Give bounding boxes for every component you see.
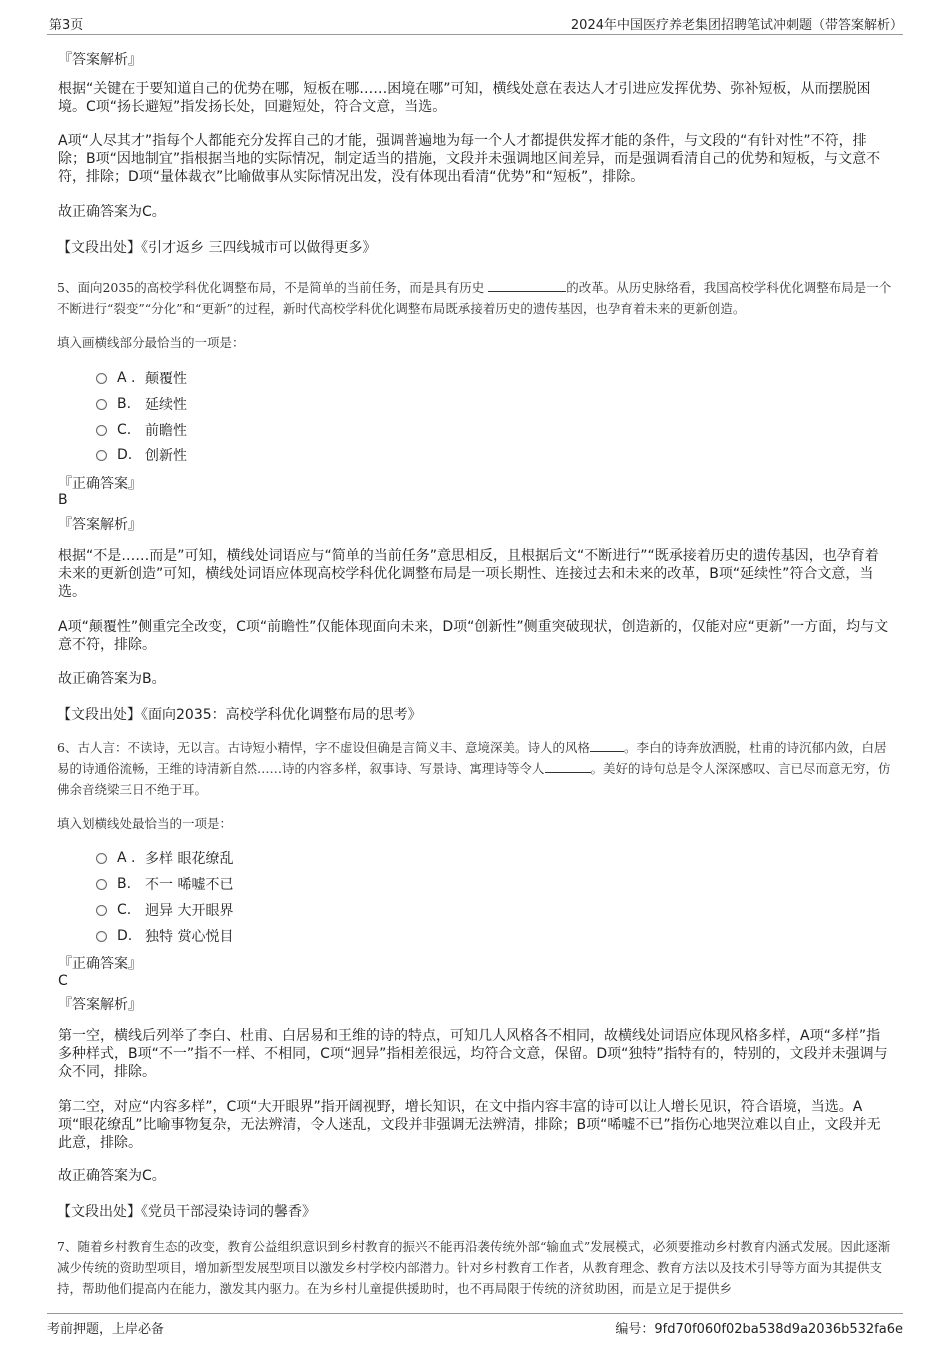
page-number: 第3页 xyxy=(49,18,84,33)
q4-analysis-p1: 根据“关键在于要知道自己的优势在哪，短板在哪……困境在哪”可知，横线处意在表达人才引进应发挥优势、弥补短板，从而摆脱困境。C项“扬长避短”指发扬长处，回避短处，符合文意，当选。 xyxy=(58,81,871,115)
radio-icon[interactable] xyxy=(96,905,107,916)
q5-analysis-p1: 根据“不是……而是”可知，横线处词语应与“简单的当前任务”意思相反，且根据后文“不断进行”“既承接着历史的遗传基因，也孕育着未来的更新创造”可知，横线处词语应体现高校学科优化调整布局是一项长期性、连接过去和未来的改革，B项“延续性”符合文意，当选。 xyxy=(58,548,879,600)
q5-analysis-p2: A项“颠覆性”侧重完全改变，C项“前瞻性”仅能体现面向未来，D项“创新性”侧重突破现状，创造新的，仅能对应“更新”一方面，均与文意不符，排除。 xyxy=(58,619,889,653)
option-letter: D. xyxy=(117,928,133,944)
option-letter: C. xyxy=(117,422,132,438)
page-footer xyxy=(47,1313,903,1340)
option-letter: A . xyxy=(117,370,136,386)
option-text: 迥异 大开眼界 xyxy=(145,903,234,919)
radio-icon[interactable] xyxy=(96,399,107,410)
correct-answer-label: 『正确答案』 xyxy=(58,476,142,492)
q6-option-c[interactable] xyxy=(96,900,233,920)
q6-stem-part1: 6、古人言：不读诗，无以言。古诗短小精悍，字不虚设但确是言简义丰、意境深美。诗人的风格 xyxy=(57,740,590,755)
q5-stem-part1: 5、面向2035的高校学科优化调整布局，不是简单的当前任务，而是具有历史 xyxy=(57,280,489,295)
q5-blank xyxy=(488,278,566,292)
option-letter: A . xyxy=(117,850,136,866)
document-title: 2024年中国医疗养老集团招聘笔试冲刺题（带答案解析） xyxy=(570,18,903,33)
footer-slogan: 考前押题，上岸必备 xyxy=(47,1322,165,1337)
option-letter: D. xyxy=(117,447,133,463)
option-text: 多样 眼花缭乱 xyxy=(145,851,234,867)
option-text: 颠覆性 xyxy=(145,371,187,387)
q5-conclusion: 故正确答案为B。 xyxy=(58,671,166,687)
q5-answer: B xyxy=(58,492,68,508)
q6-stem xyxy=(57,737,895,800)
analysis-label: 『答案解析』 xyxy=(58,997,142,1013)
option-text: 延续性 xyxy=(145,397,187,413)
q6-analysis-p1: 第一空，横线后列举了李白、杜甫、白居易和王维的诗的特点，可知几人风格各不相同，故横线处词语应体现风格多样，A项“多样”指多种样式，B项“不一”指不一样、不相同，C项“迥异”指相差很远，均符合文意，保留。D项“独特”指特有的，特别的，文段并未强调与众不同，排除。 xyxy=(58,1028,888,1080)
q5-source: 【文段出处】《面向2035：高校学科优化调整布局的思考》 xyxy=(57,707,422,723)
q6-source: 【文段出处】《党员干部浸染诗词的馨香》 xyxy=(57,1204,316,1220)
radio-icon[interactable] xyxy=(96,879,107,890)
q6-conclusion: 故正确答案为C。 xyxy=(58,1168,166,1184)
q6-stem-part2: 。李白的诗奔放洒脱，杜甫的诗沉郁内敛，白居易的诗通俗流畅，王维的诗清新自然……诗的内容多样，叙事诗、写景诗、寓理诗等令人 xyxy=(57,740,887,776)
q5-stem xyxy=(57,277,895,319)
option-text: 独特 赏心悦目 xyxy=(145,929,234,945)
radio-icon[interactable] xyxy=(96,450,107,461)
radio-icon[interactable] xyxy=(96,425,107,436)
option-text: 不一 唏嘘不已 xyxy=(145,877,234,893)
q6-blank-2 xyxy=(545,759,591,773)
q6-option-b[interactable] xyxy=(96,874,233,894)
radio-icon[interactable] xyxy=(96,373,107,384)
radio-icon[interactable] xyxy=(96,853,107,864)
q4-conclusion: 故正确答案为C。 xyxy=(58,204,166,220)
radio-icon[interactable] xyxy=(96,931,107,942)
page-header xyxy=(47,10,903,35)
analysis-label: 『答案解析』 xyxy=(58,517,142,533)
option-letter: B. xyxy=(117,876,132,892)
q6-option-d[interactable] xyxy=(96,926,233,946)
q6-option-a[interactable] xyxy=(96,848,233,868)
q5-stem-part2: 的改革。从历史脉络看，我国高校学科优化调整布局是一个不断进行“裂变”“分化”和“更新”的过程，新时代高校学科优化调整布局既承接着历史的遗传基因，也孕育着未来的更新创造。 xyxy=(57,280,892,316)
option-letter: B. xyxy=(117,396,132,412)
option-text: 前瞻性 xyxy=(145,423,187,439)
q5-prompt: 填入画横线部分最恰当的一项是： xyxy=(57,335,245,350)
q4-analysis-p2: A项“人尽其才”指每个人都能充分发挥自己的才能，强调普遍地为每一个人才都提供发挥才能的条件，与文段的“有针对性”不符，排除；B项“因地制宜”指根据当地的实际情况，制定适当的措施，文段并未强调地区间差异，而是强调看清自己的优势和短板，与文意不符，排除；D项“量体裁衣”比喻做事从实际情况出发，没有体现出看清“优势”和“短板”，排除。 xyxy=(58,133,881,185)
correct-answer-label: 『正确答案』 xyxy=(58,956,142,972)
analysis-label: 『答案解析』 xyxy=(58,52,142,68)
q5-option-c[interactable] xyxy=(96,420,187,440)
q6-prompt: 填入划横线处最恰当的一项是： xyxy=(57,816,233,831)
q6-answer: C xyxy=(58,973,68,989)
q5-option-b[interactable] xyxy=(96,394,187,414)
option-text: 创新性 xyxy=(145,448,187,464)
q5-option-a[interactable] xyxy=(96,368,187,388)
q6-analysis-p2: 第二空，对应“内容多样”，C项“大开眼界”指开阔视野，增长知识，在文中指内容丰富的诗可以让人增长见识，符合语境，当选。A项“眼花缭乱”比喻事物复杂，无法辨清，令人迷乱，文段并非强调无法辨清，排除；B项“唏嘘不已”指伤心地哭泣难以自止，文段并无此意，排除。 xyxy=(58,1099,881,1151)
q5-option-d[interactable] xyxy=(96,445,187,465)
q4-source: 【文段出处】《引才返乡 三四线城市可以做得更多》 xyxy=(57,240,377,256)
document-id: 编号：9fd70f060f02ba538d9a2036b532fa6e xyxy=(615,1322,903,1337)
option-letter: C. xyxy=(117,902,132,918)
q6-blank-1 xyxy=(590,738,624,752)
q6-stem-part3: 。美好的诗句总是令人深深感叹、言已尽而意无穷，仿佛余音绕梁三日不绝于耳。 xyxy=(57,761,891,797)
q7-stem: 7、随着乡村教育生态的改变，教育公益组织意识到乡村教育的振兴不能再沿袭传统外部“输血式”发展模式，必须要推动乡村教育内涵式发展。因此逐渐减少传统的资助型项目，增加新型发展型项目以激发乡村学校内部潜力。针对乡村教育工作者，从教育理念、教育方法以及技术引导等方面为其提供支持，帮助他们提高内在能力，激发其内驱力。在为乡村儿童提供援助时，也不再局限于传统的济贫助困，而是立足于提供乡 xyxy=(57,1239,891,1296)
